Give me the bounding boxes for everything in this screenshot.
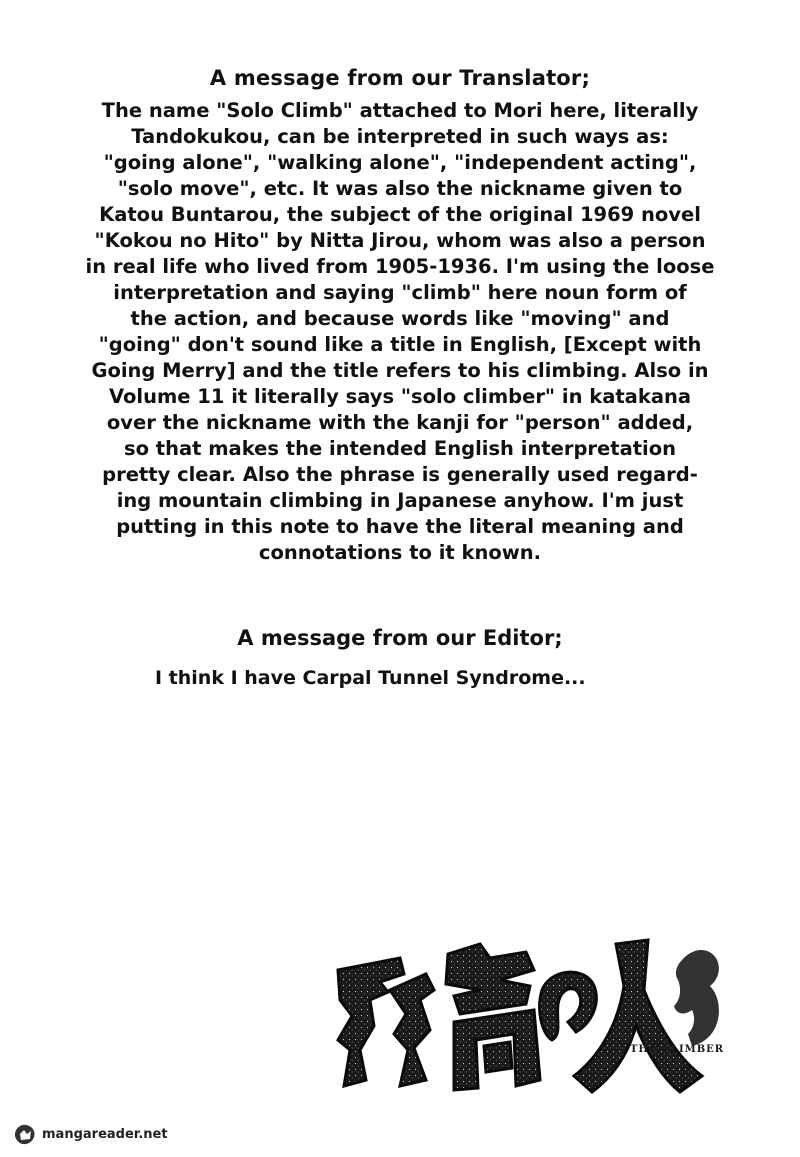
- translator-line: putting in this note to have the literal meaning and: [116, 515, 684, 538]
- translator-line: "Kokou no Hito" by Nitta Jirou, whom was also a person: [94, 229, 706, 252]
- translator-line: Tandokukou, can be interpreted in such ways as:: [131, 125, 669, 148]
- translator-line: "solo move", etc. It was also the nickname given to: [117, 177, 683, 200]
- watermark: [12, 1120, 172, 1150]
- kanji-title-art: [338, 940, 702, 1092]
- translator-line: over the nickname with the kanji for "person" added,: [106, 411, 694, 434]
- editor-message: I think I have Carpal Tunnel Syndrome...: [155, 667, 586, 689]
- translator-line: Going Merry] and the title refers to his climbing. Also in: [91, 359, 709, 382]
- logo-subtitle: THE CLIMBER: [630, 1044, 725, 1055]
- translator-line: ing mountain climbing in Japanese anyhow. I'm just: [116, 489, 684, 512]
- watermark-text: mangareader.net: [42, 1127, 168, 1142]
- translator-heading: A message from our Translator;: [209, 66, 591, 90]
- translator-line: in real life who lived from 1905-1936. I'm using the loose: [85, 255, 715, 278]
- translator-line: connotations to it known.: [258, 541, 542, 564]
- climber-silhouette-icon: [674, 950, 719, 1046]
- title-logo: [330, 930, 740, 1100]
- translator-line: "going" don't sound like a title in English, [Except with: [98, 333, 702, 356]
- translator-line: Volume 11 it literally says "solo climber" in katakana: [108, 385, 692, 408]
- translator-line: Katou Buntarou, the subject of the original 1969 novel: [99, 203, 701, 226]
- translator-line: interpretation and saying "climb" here noun form of: [113, 281, 687, 304]
- translator-line: pretty clear. Also the phrase is generally used regard-: [102, 463, 698, 486]
- translator-line: so that makes the intended English interpretation: [123, 437, 677, 460]
- editor-heading: A message from our Editor;: [237, 626, 563, 650]
- translator-line: "going alone", "walking alone", "independent acting",: [103, 151, 697, 174]
- translator-line: The name "Solo Climb" attached to Mori here, literally: [101, 99, 699, 122]
- watermark-logo-icon: [12, 1122, 38, 1148]
- translator-line: the action, and because words like "moving" and: [130, 307, 670, 330]
- translator-message: [60, 98, 740, 566]
